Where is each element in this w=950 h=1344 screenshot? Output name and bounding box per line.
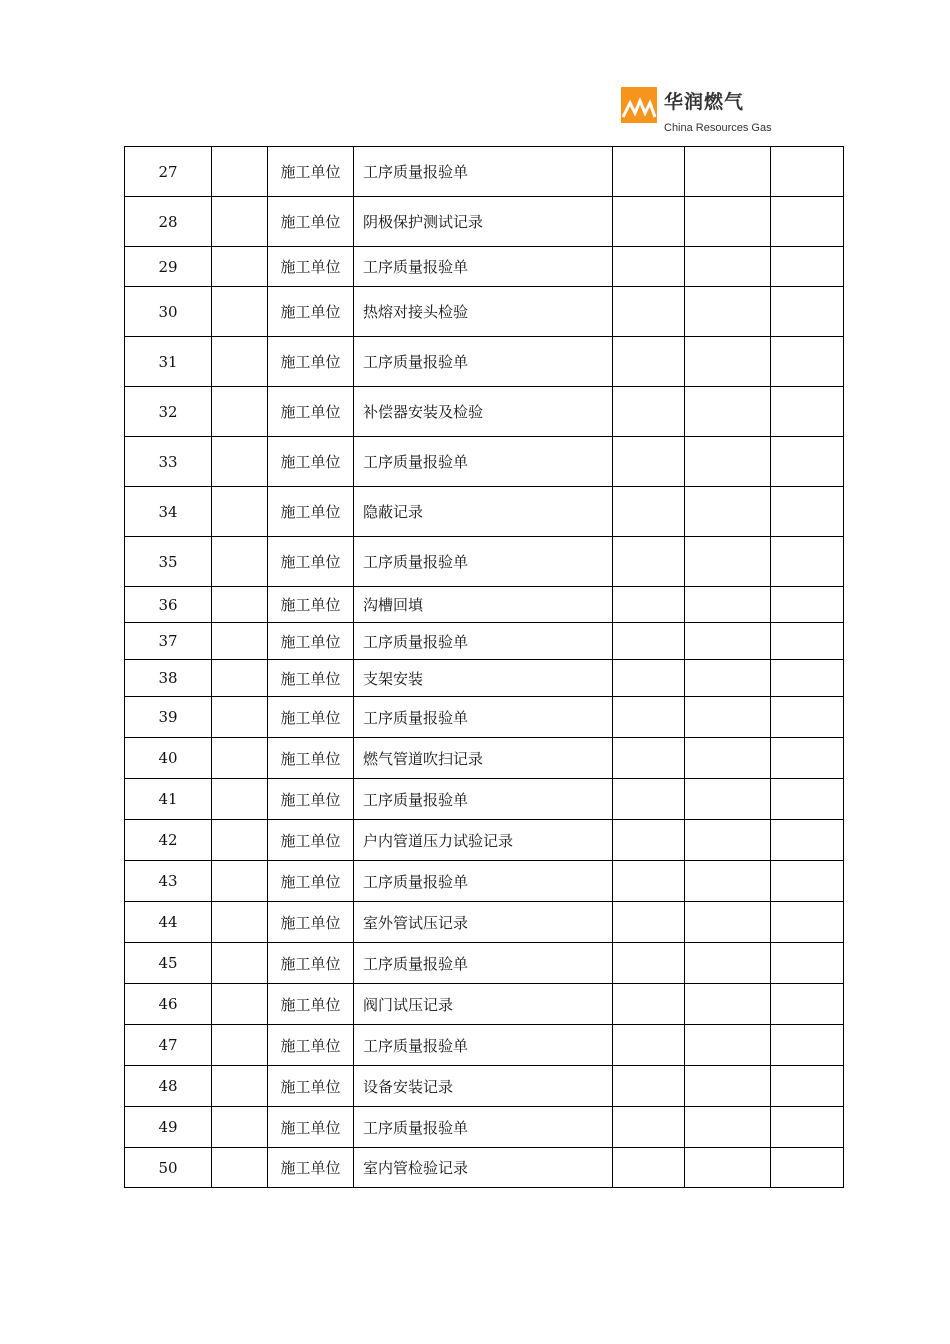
blank-cell [685,902,771,943]
blank-cell [771,697,844,738]
record-name: 工序质量报验单 [354,437,613,487]
record-name: 隐蔽记录 [354,487,613,537]
blank-cell [613,487,685,537]
blank-cell [613,537,685,587]
table-row [125,487,844,537]
record-name: 阀门试压记录 [354,984,613,1025]
blank-cell [771,1107,844,1148]
document-table-body [125,147,844,1188]
record-name: 室外管试压记录 [354,902,613,943]
responsible-unit: 施工单位 [268,1066,354,1107]
blank-cell [613,437,685,487]
responsible-unit: 施工单位 [268,197,354,247]
responsible-unit: 施工单位 [268,387,354,437]
responsible-unit: 施工单位 [268,1148,354,1188]
blank-cell [613,623,685,660]
table-row [125,660,844,697]
blank-cell [613,660,685,697]
table-row [125,147,844,197]
blank-cell [613,861,685,902]
row-number: 34 [125,487,212,537]
blank-cell [613,1148,685,1188]
blank-cell [685,287,771,337]
blank-cell [685,779,771,820]
record-name: 阴极保护测试记录 [354,197,613,247]
blank-cell [685,337,771,387]
table-row [125,902,844,943]
row-number: 37 [125,623,212,660]
row-number: 28 [125,197,212,247]
responsible-unit: 施工单位 [268,697,354,738]
blank-cell [212,387,268,437]
table-row [125,387,844,437]
blank-cell [613,387,685,437]
record-name: 工序质量报验单 [354,623,613,660]
row-number: 46 [125,984,212,1025]
table-row [125,1066,844,1107]
blank-cell [212,197,268,247]
row-number: 31 [125,337,212,387]
blank-cell [613,1066,685,1107]
blank-cell [771,984,844,1025]
row-number: 32 [125,387,212,437]
table-row [125,437,844,487]
responsible-unit: 施工单位 [268,247,354,287]
blank-cell [212,738,268,779]
table-row [125,537,844,587]
row-number: 30 [125,287,212,337]
blank-cell [613,820,685,861]
record-name: 工序质量报验单 [354,247,613,287]
company-logo-mark-icon [621,87,657,123]
blank-cell [212,487,268,537]
blank-cell [613,287,685,337]
blank-cell [613,337,685,387]
blank-cell [771,387,844,437]
blank-cell [212,1066,268,1107]
blank-cell [685,943,771,984]
blank-cell [613,1025,685,1066]
table-row [125,1148,844,1188]
blank-cell [212,437,268,487]
blank-cell [685,984,771,1025]
row-number: 45 [125,943,212,984]
table-row [125,623,844,660]
blank-cell [212,943,268,984]
responsible-unit: 施工单位 [268,537,354,587]
row-number: 40 [125,738,212,779]
blank-cell [613,902,685,943]
row-number: 42 [125,820,212,861]
record-name: 工序质量报验单 [354,861,613,902]
responsible-unit: 施工单位 [268,984,354,1025]
responsible-unit: 施工单位 [268,779,354,820]
record-name: 工序质量报验单 [354,337,613,387]
responsible-unit: 施工单位 [268,820,354,861]
responsible-unit: 施工单位 [268,943,354,984]
blank-cell [613,943,685,984]
blank-cell [613,738,685,779]
blank-cell [212,861,268,902]
row-number: 27 [125,147,212,197]
row-number: 43 [125,861,212,902]
blank-cell [212,587,268,623]
blank-cell [212,984,268,1025]
company-name-cn: 华润燃气 [664,91,745,113]
blank-cell [613,247,685,287]
responsible-unit: 施工单位 [268,337,354,387]
blank-cell [613,587,685,623]
table-row [125,337,844,387]
blank-cell [685,587,771,623]
table-row [125,1107,844,1148]
blank-cell [212,697,268,738]
record-name: 补偿器安装及检验 [354,387,613,437]
blank-cell [685,697,771,738]
row-number: 36 [125,587,212,623]
blank-cell [685,537,771,587]
blank-cell [771,487,844,537]
blank-cell [685,861,771,902]
row-number: 44 [125,902,212,943]
record-name: 工序质量报验单 [354,537,613,587]
responsible-unit: 施工单位 [268,287,354,337]
record-name: 热熔对接头检验 [354,287,613,337]
blank-cell [685,738,771,779]
row-number: 48 [125,1066,212,1107]
blank-cell [771,820,844,861]
row-number: 39 [125,697,212,738]
blank-cell [685,437,771,487]
blank-cell [771,197,844,247]
blank-cell [212,147,268,197]
responsible-unit: 施工单位 [268,861,354,902]
blank-cell [212,820,268,861]
blank-cell [613,197,685,247]
responsible-unit: 施工单位 [268,902,354,943]
blank-cell [771,247,844,287]
blank-cell [613,984,685,1025]
company-name-en: China Resources Gas [664,122,772,134]
blank-cell [771,738,844,779]
row-number: 35 [125,537,212,587]
responsible-unit: 施工单位 [268,1025,354,1066]
record-name: 工序质量报验单 [354,1107,613,1148]
blank-cell [685,1107,771,1148]
responsible-unit: 施工单位 [268,487,354,537]
record-name: 设备安装记录 [354,1066,613,1107]
table-row [125,984,844,1025]
blank-cell [771,943,844,984]
table-row [125,247,844,287]
table-row [125,587,844,623]
table-row [125,943,844,984]
table-row [125,779,844,820]
blank-cell [613,697,685,738]
table-row [125,820,844,861]
record-name: 工序质量报验单 [354,943,613,984]
record-name: 工序质量报验单 [354,697,613,738]
blank-cell [771,587,844,623]
row-number: 33 [125,437,212,487]
row-number: 29 [125,247,212,287]
blank-cell [771,660,844,697]
blank-cell [771,1025,844,1066]
row-number: 50 [125,1148,212,1188]
table-row [125,697,844,738]
blank-cell [685,147,771,197]
blank-cell [685,487,771,537]
blank-cell [771,623,844,660]
row-number: 41 [125,779,212,820]
row-number: 49 [125,1107,212,1148]
record-name: 户内管道压力试验记录 [354,820,613,861]
blank-cell [771,437,844,487]
record-name: 工序质量报验单 [354,1025,613,1066]
blank-cell [685,820,771,861]
blank-cell [685,387,771,437]
blank-cell [685,623,771,660]
blank-cell [212,660,268,697]
blank-cell [212,337,268,387]
blank-cell [685,247,771,287]
blank-cell [771,287,844,337]
row-number: 47 [125,1025,212,1066]
blank-cell [771,902,844,943]
blank-cell [685,1148,771,1188]
blank-cell [613,147,685,197]
blank-cell [212,1025,268,1066]
responsible-unit: 施工单位 [268,437,354,487]
blank-cell [685,1025,771,1066]
blank-cell [771,779,844,820]
blank-cell [771,147,844,197]
responsible-unit: 施工单位 [268,147,354,197]
document-table [124,146,844,1188]
blank-cell [212,287,268,337]
table-row [125,738,844,779]
record-name: 燃气管道吹扫记录 [354,738,613,779]
record-name: 支架安装 [354,660,613,697]
blank-cell [212,247,268,287]
blank-cell [685,660,771,697]
blank-cell [613,779,685,820]
blank-cell [212,537,268,587]
table-row [125,861,844,902]
blank-cell [771,1148,844,1188]
responsible-unit: 施工单位 [268,738,354,779]
blank-cell [212,1107,268,1148]
row-number: 38 [125,660,212,697]
blank-cell [771,337,844,387]
blank-cell [771,537,844,587]
blank-cell [212,902,268,943]
responsible-unit: 施工单位 [268,623,354,660]
responsible-unit: 施工单位 [268,660,354,697]
blank-cell [212,779,268,820]
responsible-unit: 施工单位 [268,1107,354,1148]
table-row [125,287,844,337]
table-row [125,1025,844,1066]
blank-cell [771,861,844,902]
record-name: 工序质量报验单 [354,779,613,820]
blank-cell [685,1066,771,1107]
blank-cell [212,1148,268,1188]
blank-cell [771,1066,844,1107]
record-name: 室内管检验记录 [354,1148,613,1188]
table-row [125,197,844,247]
record-name: 沟槽回填 [354,587,613,623]
company-logo [621,86,781,138]
blank-cell [685,197,771,247]
responsible-unit: 施工单位 [268,587,354,623]
blank-cell [212,623,268,660]
record-name: 工序质量报验单 [354,147,613,197]
blank-cell [613,1107,685,1148]
